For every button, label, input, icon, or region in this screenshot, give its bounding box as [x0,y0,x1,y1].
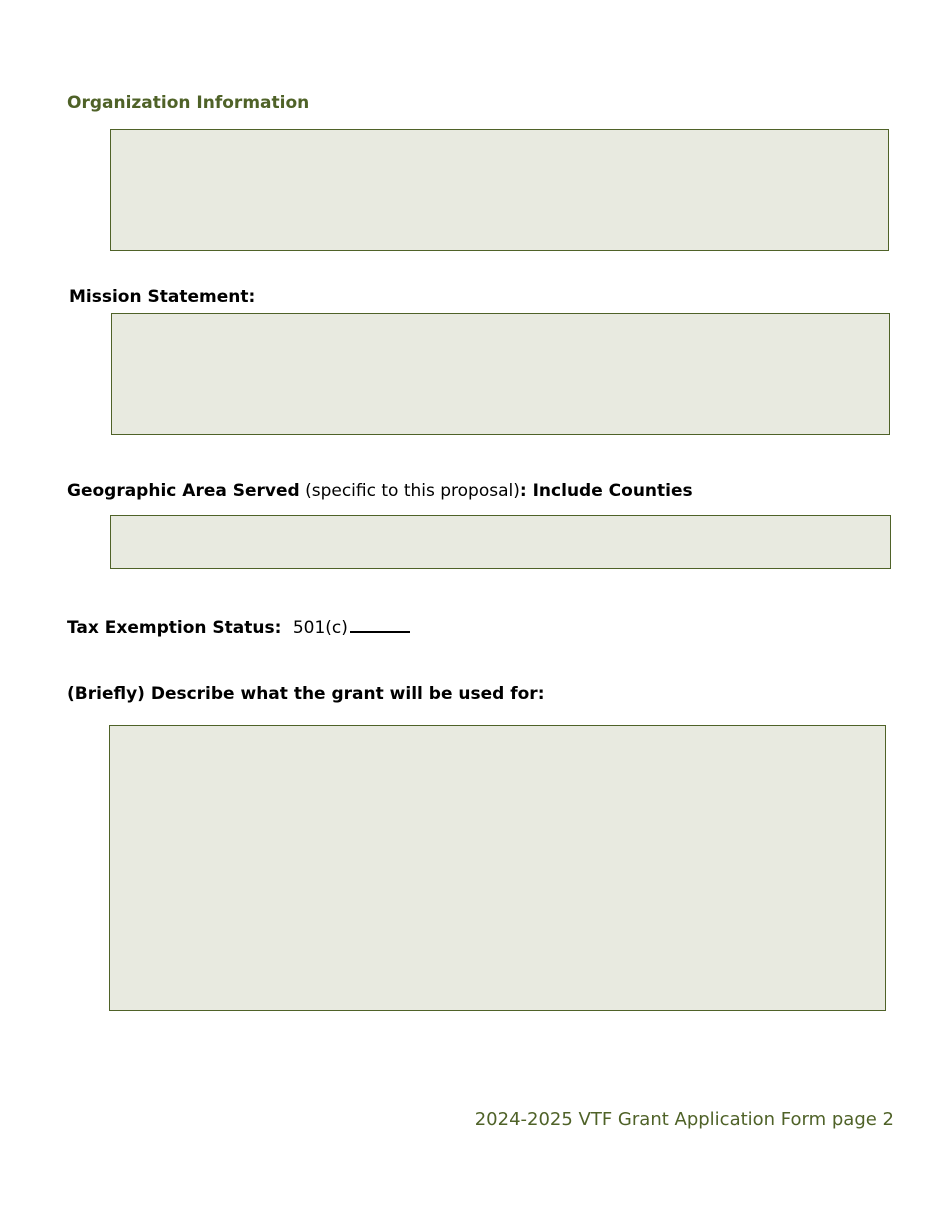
geographic-area-label [67,481,693,501]
tax-exemption-prefix: 501(c) [292,618,348,638]
tax-exemption-row [67,615,410,638]
geographic-area-label-main: Geographic Area Served [67,481,300,501]
mission-statement-field[interactable] [111,313,890,435]
mission-statement-label: Mission Statement: [69,287,256,307]
tax-exemption-label: Tax Exemption Status: [67,618,282,638]
grant-use-label: (Briefly) Describe what the grant will be used for: [67,684,545,704]
organization-information-field[interactable] [110,129,889,251]
organization-information-heading: Organization Information [67,93,310,113]
grant-use-field[interactable] [109,725,886,1011]
geographic-area-field[interactable] [110,515,891,569]
geographic-area-label-counties: : Include Counties [519,481,693,501]
page-footer: 2024-2025 VTF Grant Application Form page 2 [474,1109,894,1130]
tax-exemption-blank[interactable] [350,615,410,633]
geographic-area-label-note: (specific to this proposal) [299,481,520,501]
